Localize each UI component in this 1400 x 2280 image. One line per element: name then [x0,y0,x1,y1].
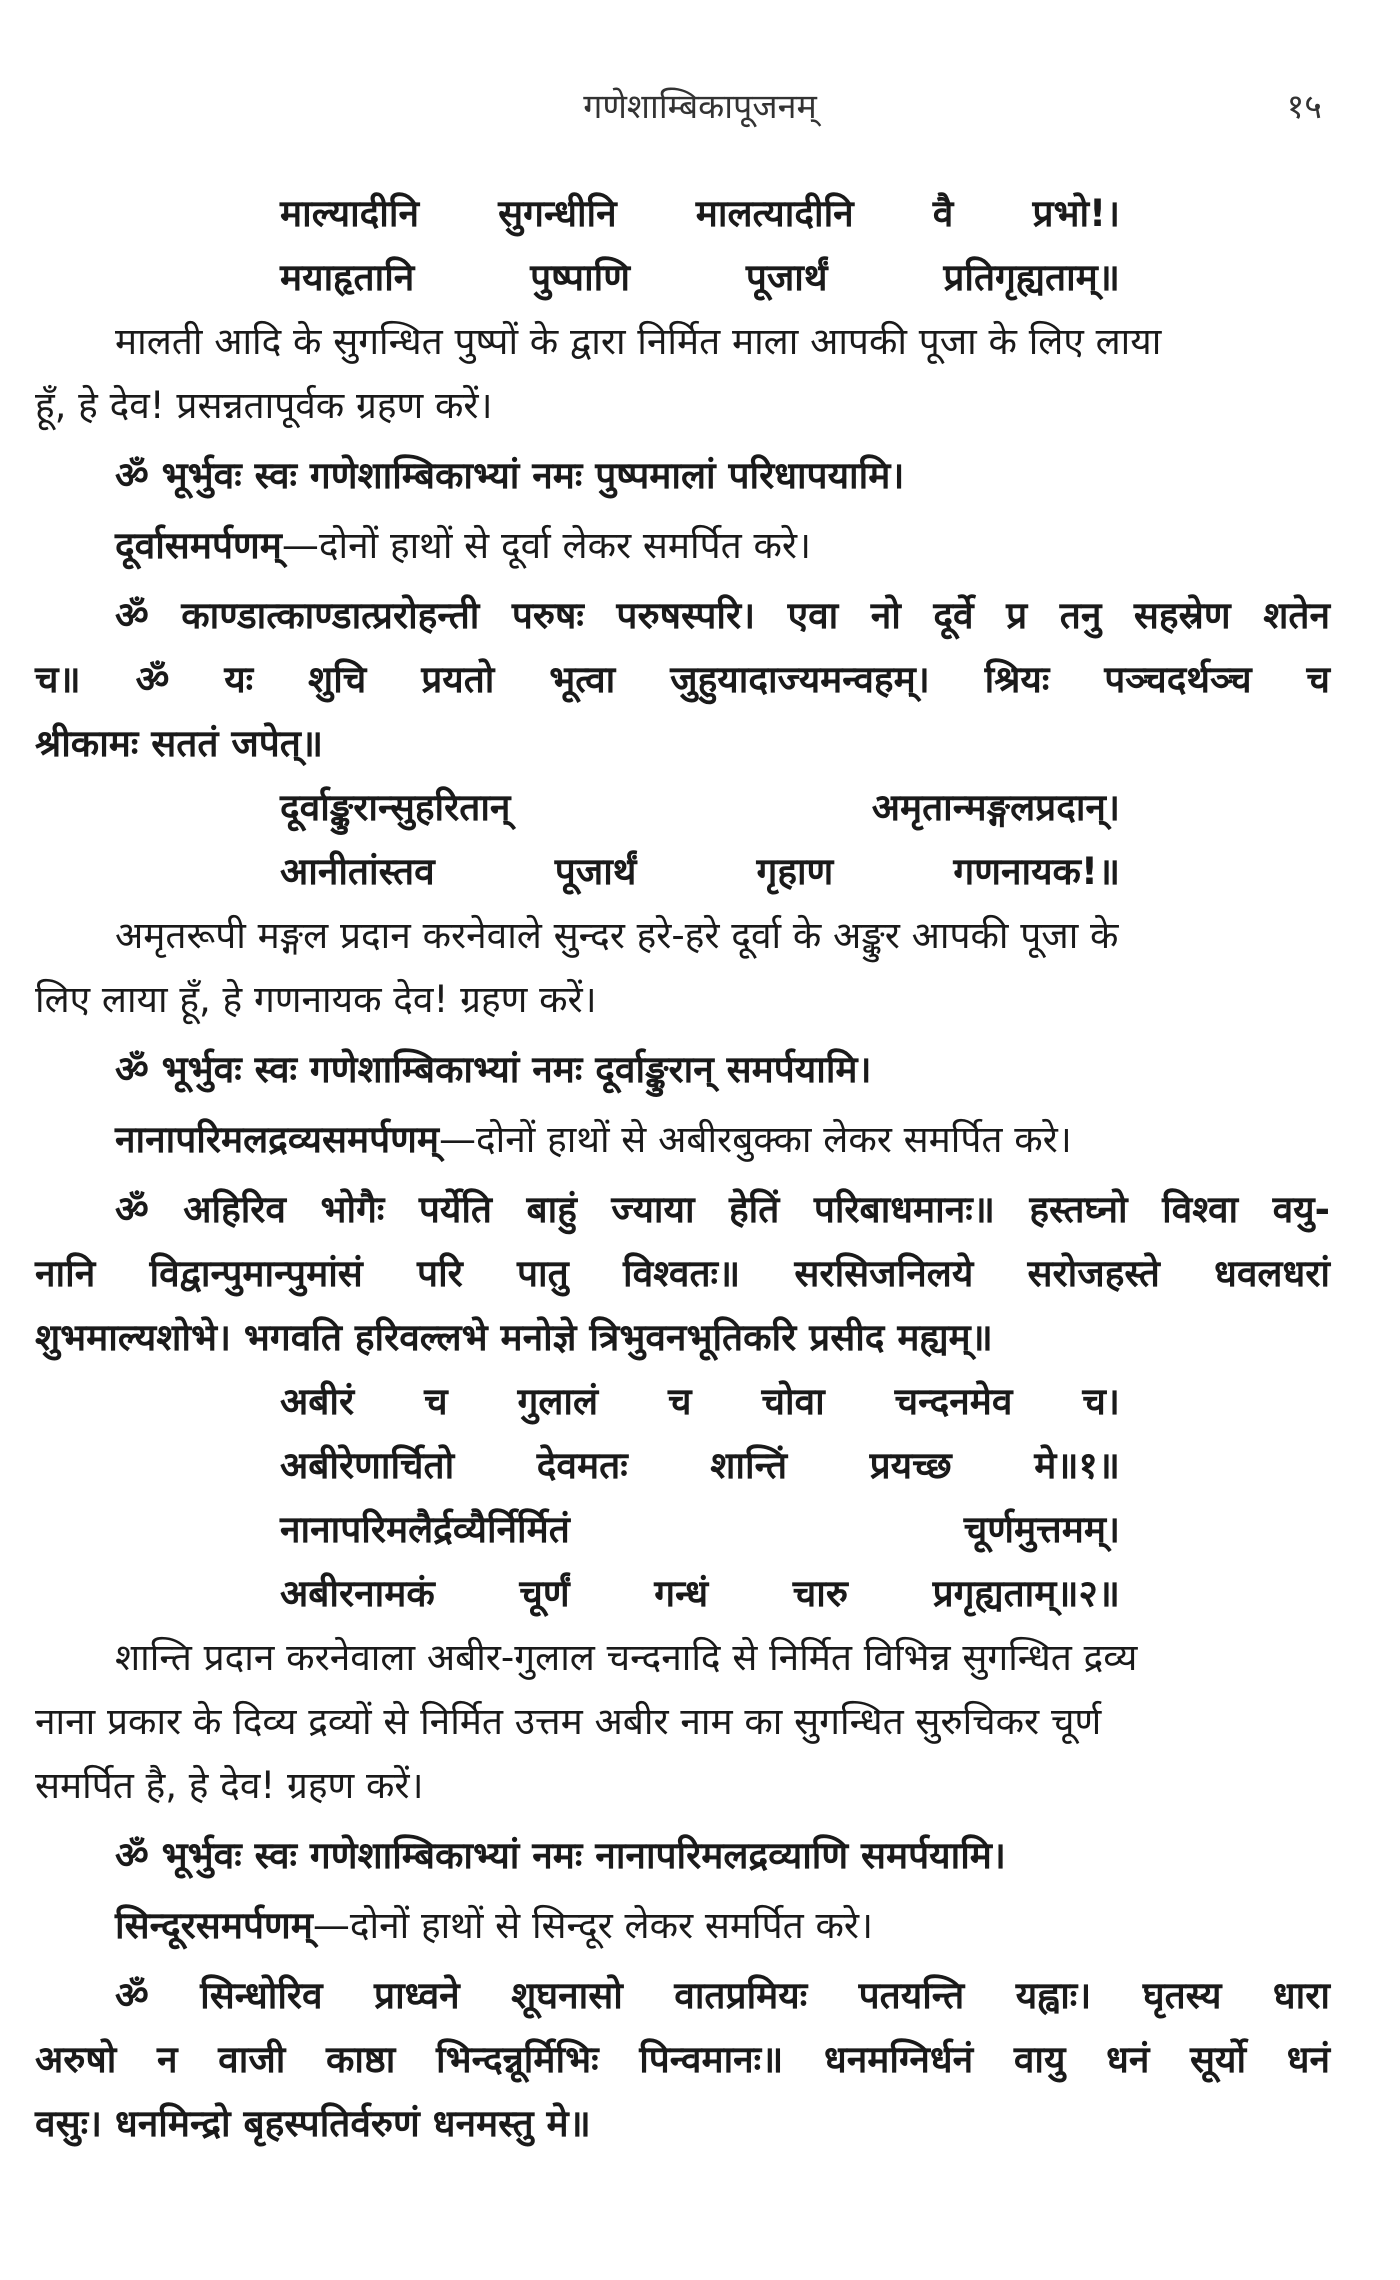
section-heading-term: दूर्वासमर्पणम् [115,524,282,567]
verse-line [35,246,1330,310]
meaning-line: अमृतरूपी मङ्गल प्रदान करनेवाले सुन्दर हरे-हरे दूर्वा के अङ्कुर आपकी पूजा के [115,914,1119,957]
vedic-mantra-line: ॐ सिन्धोरिव प्राध्वने शूघनासो वातप्रमियः पतयन्ति यह्वाः। घृतस्य धारा [115,1974,1330,2017]
verse-word: प्रगृह्यताम्॥२॥ [932,1572,1120,1615]
verse-word: अमृतान्मङ्गलप्रदान्। [871,786,1120,829]
verse-line [35,1562,1330,1626]
verse-word: प्रयच्छ [869,1444,952,1487]
verse-word: च [668,1380,692,1423]
section-heading-instruction: —दोनों हाथों से दूर्वा लेकर समर्पित करे। [281,524,812,567]
verse-line [35,840,1330,904]
vedic-mantra-line: अरुषो न वाजी काष्ठा भिन्दन्नूर्मिभिः पिन्वमानः॥ धनमग्निर्धनं वायु धनं सूर्यो धनं [35,2038,1330,2081]
verse-word: चूर्णमुत्तमम्। [963,1508,1120,1551]
verse-word: मालत्यादीनि [695,192,854,235]
verse-word: च [424,1380,448,1423]
verse-word: नानापरिमलैर्द्रव्यैर्निर्मितं [280,1508,570,1551]
verse-word: चन्दनमेव [894,1380,1013,1423]
vedic-mantra-line: श्रीकामः सततं जपेत्॥ [35,722,324,765]
verse-word: पूजार्थं [745,256,828,299]
section-heading [35,1894,1330,1958]
verse-word: च। [1082,1380,1120,1423]
verse-word: माल्यादीनि [280,192,420,235]
vedic-mantra-line: ॐ काण्डात्काण्डात्प्ररोहन्ती परुषः परुषस्परि। एवा नो दूर्वे प्र तनु सहस्रेण शतेन [115,594,1330,637]
verse-word: आनीतांस्तव [280,850,435,893]
verse-line [35,1434,1330,1498]
verse-word: प्रतिगृह्यताम्॥ [943,256,1120,299]
verse-word: मयाहृतानि [280,256,415,299]
verse-word: अबीरेणार्चितो [280,1444,455,1487]
section-heading-term: नानापरिमलद्रव्यसमर्पणम् [115,1118,439,1161]
verse-word: गन्धं [654,1572,709,1615]
vedic-mantra-line: च॥ ॐ यः शुचि प्रयतो भूत्वा जुहुयादाज्यमन्वहम्। श्रियः पञ्चदर्थञ्च च [35,658,1330,701]
meaning-line: मालती आदि के सुगन्धित पुष्पों के द्वारा निर्मित माला आपकी पूजा के लिए लाया [115,320,1162,363]
vedic-mantra-line: नानि विद्वान्पुमान्पुमांसं परि पातु विश्वतः॥ सरसिजनिलये सरोजहस्ते धवलधरां [35,1252,1330,1295]
verse-word: पूजार्थं [554,850,637,893]
verse-word: मे॥१॥ [1034,1444,1120,1487]
verse-word: पुष्पाणि [530,256,630,299]
meaning-line: नाना प्रकार के दिव्य द्रव्यों से निर्मित उत्तम अबीर नाम का सुगन्धित सुरुचिकर चूर्ण [35,1700,1102,1743]
section-heading-term: सिन्दूरसमर्पणम् [115,1904,313,1947]
page-header [0,82,1400,132]
verse-word: वै [932,192,954,235]
page-number: १५ [1286,87,1322,127]
meaning-line: समर्पित है, हे देव! ग्रहण करें। [35,1764,424,1807]
verse-word: चारु [792,1572,848,1615]
section-heading [35,1108,1330,1172]
verse-word: चोवा [761,1380,825,1423]
mantra-line: ॐ भूर्भुवः स्वः गणेशाम्बिकाभ्यां नमः नानापरिमलद्रव्याणि समर्पयामि। [115,1834,1006,1877]
verse-word: चूर्णं [519,1572,570,1615]
verse-line [35,776,1330,840]
verse-word: अबीरनामकं [280,1572,435,1615]
meaning-line: शान्ति प्रदान करनेवाला अबीर-गुलाल चन्दनादि से निर्मित विभिन्न सुगन्धित द्रव्य [115,1636,1138,1679]
verse-word: अबीरं [280,1380,355,1423]
section-heading-instruction: —दोनों हाथों से अबीरबुक्का लेकर समर्पित करे। [438,1118,1072,1161]
vedic-mantra-line: शुभमाल्यशोभे। भगवति हरिवल्लभे मनोज्ञे त्रिभुवनभूतिकरि प्रसीद मह्यम्॥ [35,1316,993,1359]
verse-word: गणनायक!॥ [953,850,1120,893]
section-heading-instruction: —दोनों हाथों से सिन्दूर लेकर समर्पित करे। [312,1904,874,1947]
section-heading [35,514,1330,578]
verse-word: प्रभो!। [1032,192,1120,235]
verse-word: दूर्वाङ्कुरान्सुहरितान् [280,786,511,829]
verse-line [35,1370,1330,1434]
running-title: गणेशाम्बिकापूजनम् [583,87,817,127]
meaning-line: लिए लाया हूँ, हे गणनायक देव! ग्रहण करें। [35,978,597,1021]
vedic-mantra-line: ॐ अहिरिव भोगैः पर्येति बाहुं ज्याया हेतिं परिबाधमानः॥ हस्तघ्नो विश्वा वयु- [115,1188,1330,1231]
verse-word: गुलालं [517,1380,599,1423]
verse-word: शान्तिं [710,1444,788,1487]
verse-word: गृहाण [756,850,834,893]
mantra-line: ॐ भूर्भुवः स्वः गणेशाम्बिकाभ्यां नमः दूर्वाङ्कुरान् समर्पयामि। [115,1048,872,1091]
verse-line [35,182,1330,246]
meaning-line: हूँ, हे देव! प्रसन्नतापूर्वक ग्रहण करें। [35,384,493,427]
verse-line [35,1498,1330,1562]
verse-word: देवमतः [536,1444,628,1487]
mantra-line: ॐ भूर्भुवः स्वः गणेशाम्बिकाभ्यां नमः पुष्पमालां परिधापयामि। [115,454,905,497]
page-content [35,182,1330,2156]
vedic-mantra-line: वसुः। धनमिन्द्रो बृहस्पतिर्वरुणं धनमस्तु मे॥ [35,2102,591,2145]
verse-word: सुगन्धीनि [498,192,617,235]
